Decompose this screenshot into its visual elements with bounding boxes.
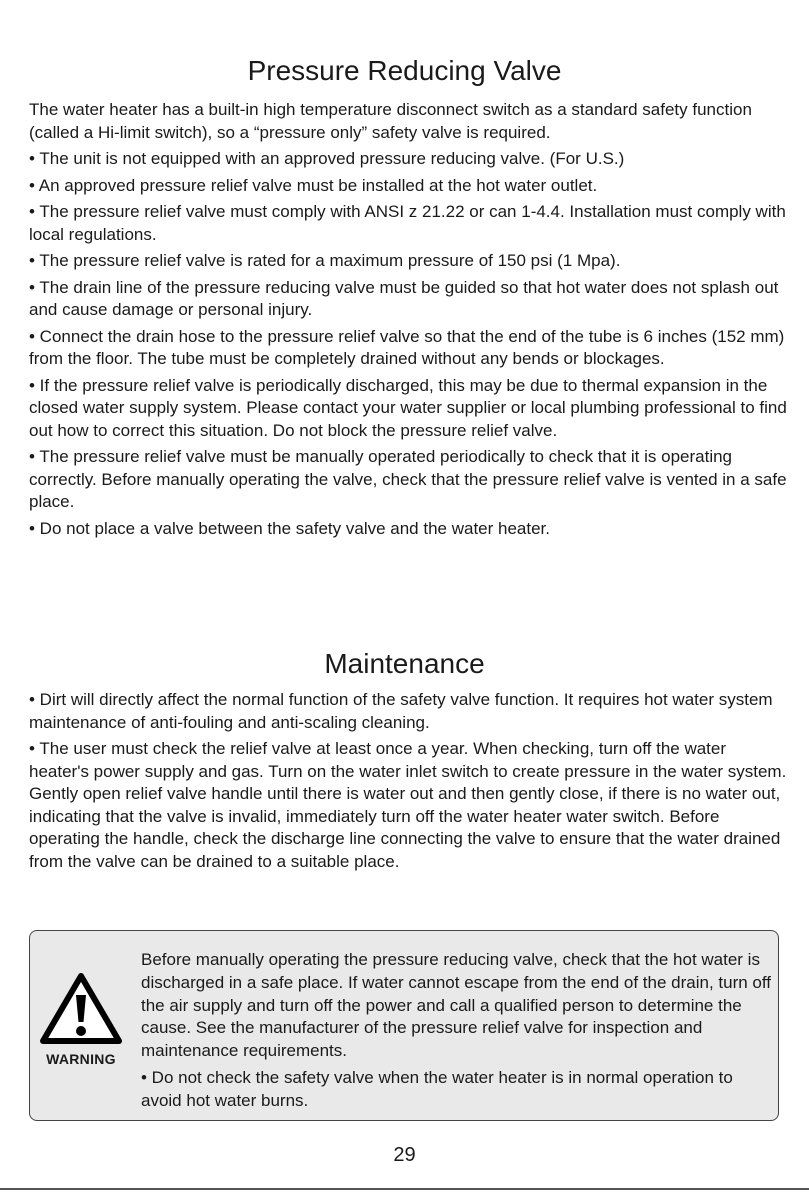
- warning-text: [141, 949, 771, 1117]
- warning-bullet: • Do not check the safety valve when the water heater is in normal operation to avoid hot water burns.: [141, 1067, 733, 1110]
- pressure-reducing-valve-text: [29, 99, 789, 544]
- bullet-item: • The pressure relief valve is rated for a maximum pressure of 150 psi (1 Mpa).: [29, 251, 621, 270]
- bullet-item: • The user must check the relief valve at least once a year. When checking, turn off the water heater's power supply and gas. Turn on the water inlet switch to create pressure in the water system. Gently open relief valve handle until there is water out and then gently close, if there is no water out, indicating that the valve is invalid, immediately turn off the water heater water switch. Before operating the handle, check the discharge line connecting the valve to ensure that the water drained from the valve can be drained to a suitable place.: [29, 739, 787, 871]
- warning-paragraph: Before manually operating the pressure reducing valve, check that the hot water is discharged in a safe place. If water cannot escape from the end of the drain, turn off the air supply and turn off the power and call a qualified person to determine the cause. See the manufacturer of the pressure relief valve for inspection and maintenance requirements.: [141, 950, 772, 1061]
- bullet-item: • The drain line of the pressure reducing valve must be guided so that hot water does not splash out and cause damage or personal injury.: [29, 277, 779, 319]
- bullet-item: • Do not place a valve between the safety valve and the water heater.: [29, 518, 550, 538]
- section-title-maintenance: Maintenance: [324, 648, 485, 679]
- section-title-pressure-reducing-valve: Pressure Reducing Valve: [247, 55, 562, 86]
- warning-triangle-icon: [38, 971, 124, 1047]
- bullet-item: • The pressure relief valve must be manually operated periodically to check that it is operating correctly. Before manually operating the valve, check that the pressure relief valve is vented in a safe place.: [29, 447, 787, 511]
- bullet-item: • The unit is not equipped with an approved pressure reducing valve. (For U.S.): [29, 149, 625, 168]
- warning-label: WARNING: [46, 1051, 116, 1067]
- page-number: 29: [393, 1144, 416, 1166]
- maintenance-text: [29, 689, 789, 877]
- bullet-item: • If the pressure relief valve is periodically discharged, this may be due to thermal expansion in the closed water supply system. Please contact your water supplier or local plumbing professional to find out how to correct this situation. Do not block the pressure relief valve.: [29, 375, 787, 440]
- bullet-item: • Dirt will directly affect the normal function of the safety valve function. It requires hot water system maintenance of anti-fouling and anti-scaling cleaning.: [29, 690, 773, 732]
- warning-symbol: [38, 971, 124, 1067]
- bullet-item: • Connect the drain hose to the pressure relief valve so that the end of the tube is 6 inches (152 mm) from the floor. The tube must be completely drained without any bends or blockages.: [29, 326, 785, 368]
- paragraph: The water heater has a built-in high temperature disconnect switch as a standard safety function (called a Hi-limit switch), so a “pressure only” safety valve is required.: [29, 100, 752, 142]
- bullet-item: • The pressure relief valve must comply with ANSI z 21.22 or can 1-4.4. Installation must comply with local regulations.: [29, 202, 786, 244]
- bottom-divider: [0, 1188, 809, 1190]
- bullet-item: • An approved pressure relief valve must be installed at the hot water outlet.: [29, 175, 598, 195]
- warning-box: [29, 930, 779, 1121]
